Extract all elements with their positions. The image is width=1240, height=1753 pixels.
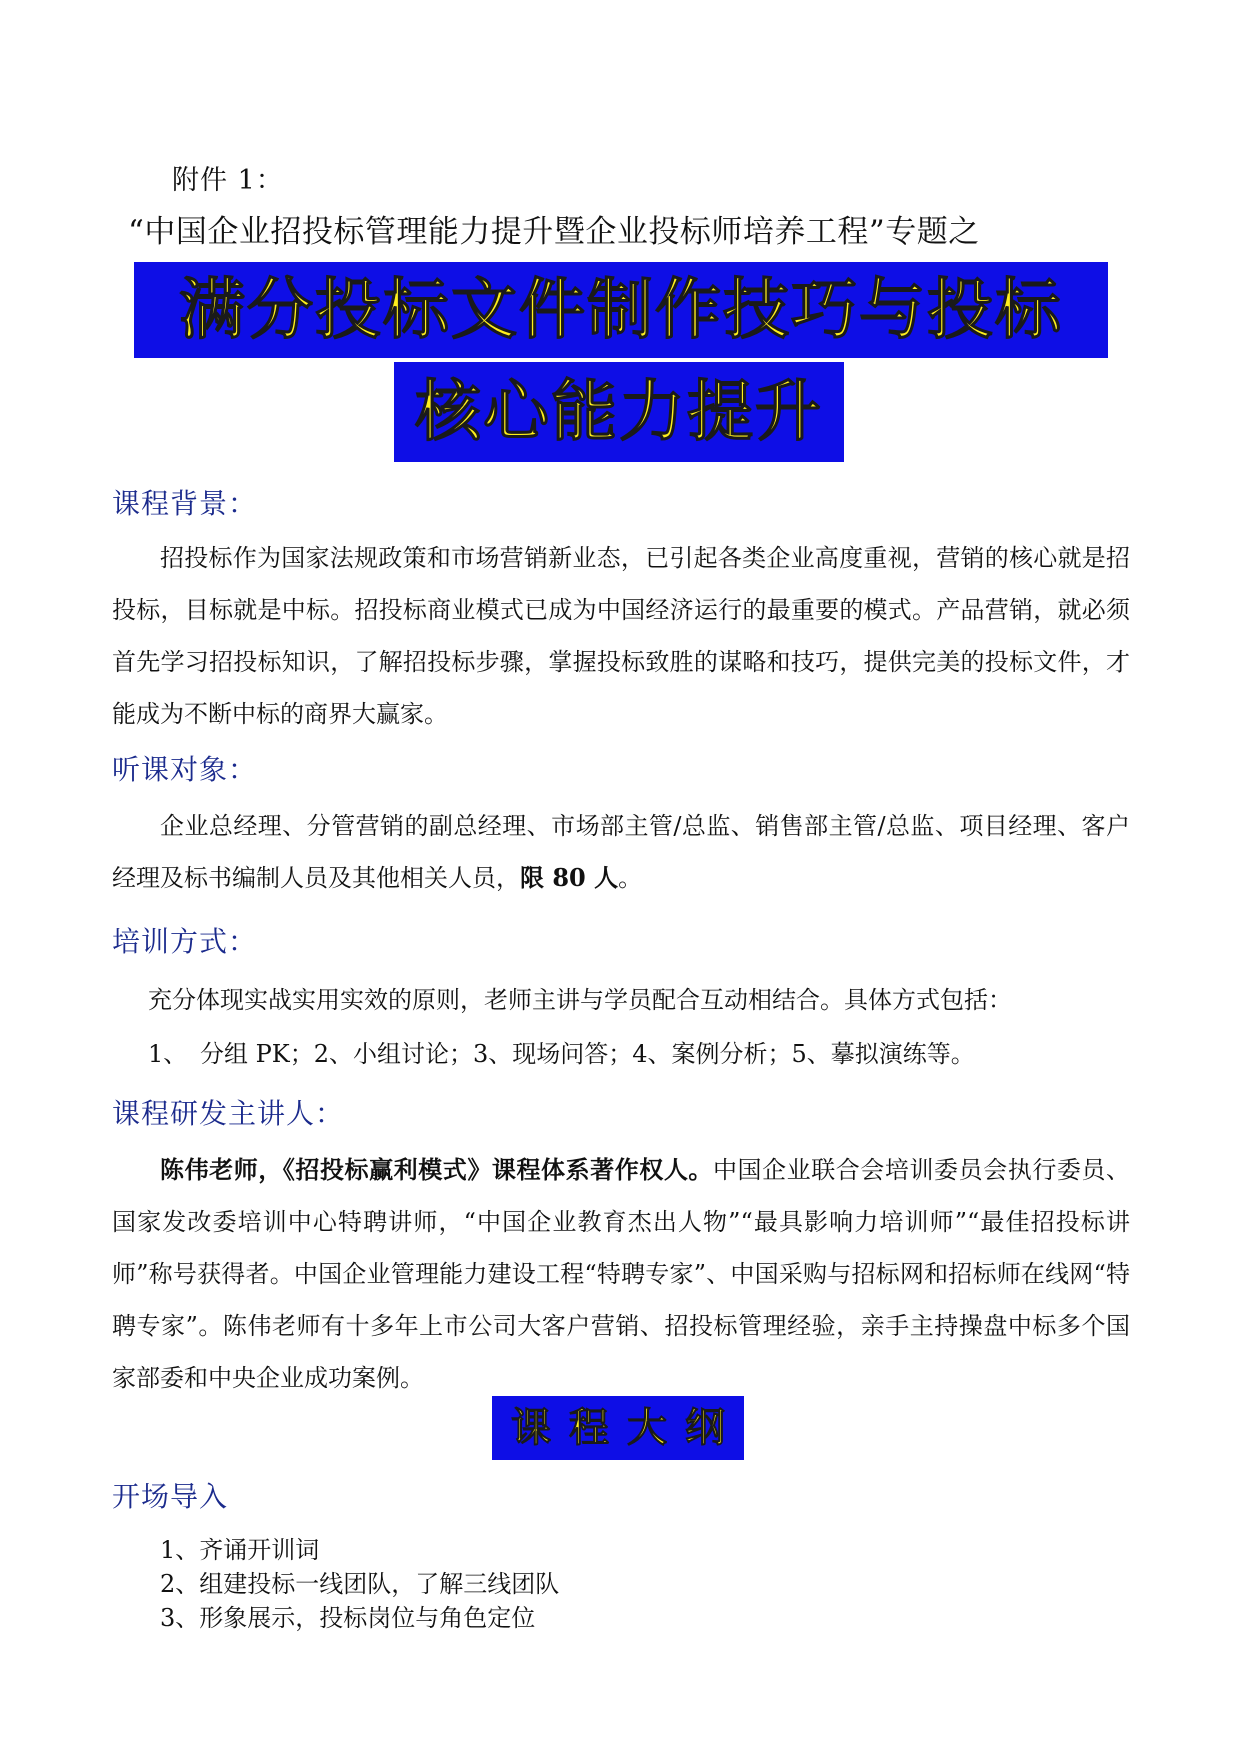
- lecturer-paragraph: [112, 1144, 1130, 1404]
- background-heading: 课程背景：: [112, 487, 258, 520]
- lecturer-text: 中国企业联合会培训委员会执行委员、国家发改委培训中心特聘讲师，“中国企业教育杰出人物”“最具影响力培训师”“最佳招投标讲师”称号获得者。中国企业管理能力建设工程“特聘专家”、中国采购与招标网和招标师在线网“特聘专家”。陈伟老师有十多年上市公司大客户营销、招投标管理经验，亲手主持操盘中标多个国家部委和中央企业成功案例。: [112, 1156, 1131, 1392]
- method-heading: 培训方式：: [112, 925, 258, 958]
- audience-paragraph: [112, 800, 1130, 904]
- annex-label: 附件 1：: [172, 165, 284, 196]
- audience-limit: 限 80 人: [520, 863, 619, 892]
- audience-text-end: 。: [618, 864, 643, 892]
- document-subtitle: “中国企业招投标管理能力提升暨企业投标师培养工程”专题之: [128, 214, 980, 250]
- title-banner-line2: 核心能力提升: [394, 362, 844, 462]
- lecturer-heading: 课程研发主讲人：: [112, 1097, 345, 1130]
- list-item: 1、齐诵开训词: [160, 1536, 320, 1564]
- method-line2: 分组 PK；2、小组讨论；3、现场问答；4、案例分析；5、摹拟演练等。: [200, 1040, 975, 1068]
- list-item: 2、组建投标一线团队，了解三线团队: [160, 1570, 560, 1598]
- audience-heading: 听课对象：: [112, 753, 258, 786]
- method-line2-number: 1、: [148, 1040, 188, 1068]
- opening-heading: 开场导入: [112, 1480, 229, 1513]
- outline-banner: 课程大纲: [492, 1396, 744, 1460]
- list-item: 3、形象展示，投标岗位与角色定位: [160, 1604, 536, 1632]
- lecturer-intro: 陈伟老师，《招投标赢利模式》课程体系著作权人。: [160, 1155, 713, 1184]
- title-banner-line1: 满分投标文件制作技巧与投标: [134, 262, 1108, 358]
- audience-text: 企业总经理、分管营销的副总经理、市场部主管/总监、销售部主管/总监、项目经理、客户经理及标书编制人员及其他相关人员，: [112, 812, 1130, 892]
- method-line1: 充分体现实战实用实效的原则，老师主讲与学员配合互动相结合。具体方式包括：: [148, 986, 1012, 1014]
- background-paragraph: 招投标作为国家法规政策和市场营销新业态，已引起各类企业高度重视，营销的核心就是招投标，目标就是中标。招投标商业模式已成为中国经济运行的最重要的模式。产品营销，就必须首先学习招投标知识，了解招投标步骤，掌握投标致胜的谋略和技巧，提供完美的投标文件，才能成为不断中标的商界大赢家。: [112, 544, 1130, 728]
